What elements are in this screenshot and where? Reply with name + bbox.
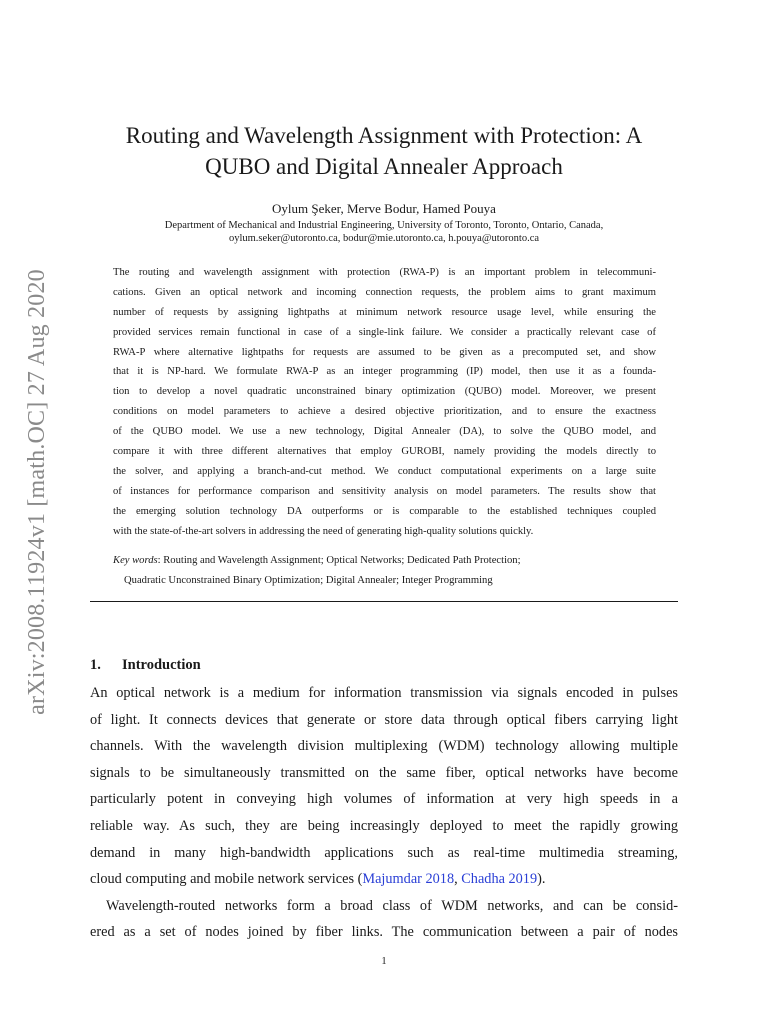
paper-title-line-1: Routing and Wavelength Assignment with Protection: A bbox=[125, 123, 643, 148]
paragraph-line: Wavelength-routed networks form a broad class of WDM networks, and can be consid- bbox=[106, 897, 678, 914]
section-divider bbox=[90, 601, 678, 602]
author-list: Oylum Şeker, Merve Bodur, Hamed Pouya bbox=[272, 201, 496, 216]
citation-trail-text: ). bbox=[537, 871, 546, 888]
arxiv-identifier-stamp: arXiv:2008.11924v1 [math.OC] 27 Aug 2020 bbox=[24, 269, 50, 715]
paragraph-line: ered as a set of nodes joined by fiber links. The communication between a pair of nodes bbox=[90, 924, 678, 941]
keywords-colon: : bbox=[157, 555, 164, 566]
citation-link-chadha[interactable]: Chadha 2019 bbox=[461, 871, 538, 888]
abstract-line: with the state-of-the-art solvers in addressing the need of generating high-quality solutions quickly. bbox=[113, 525, 534, 537]
author-affiliation: Department of Mechanical and Industrial Engineering, University of Toronto, Toronto, Ontario, Canada, bbox=[164, 220, 604, 231]
section-title: Introduction bbox=[122, 657, 201, 673]
paragraph-line: channels. With the wavelength division multiplexing (WDM) technology allowing multiple bbox=[90, 738, 678, 755]
paper-title bbox=[80, 120, 688, 182]
abstract-line: conditions on model parameters to achieve a desired objective prioritization, and to ensure the exactness bbox=[113, 406, 656, 418]
abstract-line: number of requests by assigning lightpaths at minimum network resource usage level, while ensuring the bbox=[113, 306, 656, 318]
abstract bbox=[113, 263, 656, 541]
abstract-line: cations. Given an optical network and incoming connection requests, the problem aims to grant maximum bbox=[113, 286, 656, 298]
abstract-line: of the QUBO model. We use a new technology, Digital Annealer (DA), to solve the QUBO model, and bbox=[113, 426, 656, 438]
paragraph-line: particularly potent in conveying high volumes of information at very high speeds in a bbox=[90, 791, 678, 808]
section-number: 1. bbox=[90, 657, 101, 673]
keywords bbox=[113, 551, 673, 590]
abstract-line: compare it with three different alternatives that employ GUROBI, namely providing the models directly to bbox=[113, 446, 656, 458]
paragraph-line: signals to be simultaneously transmitted on the same fiber, optical networks have become bbox=[90, 764, 678, 781]
paragraph-line: reliable way. As such, they are being increasingly deployed to meet the rapidly growing bbox=[90, 817, 678, 834]
citation-separator: , bbox=[454, 871, 462, 888]
abstract-line: The routing and wavelength assignment with protection (RWA-P) is an important problem in telecommuni- bbox=[113, 267, 656, 278]
abstract-line: that it is NP-hard. We formulate RWA-P as an integer programming (IP) model, then use it as a founda- bbox=[113, 366, 656, 378]
abstract-line: RWA-P where alternative lightpaths for requests are assumed to be given as a precomputed set, and show bbox=[113, 346, 656, 358]
abstract-line: tion to develop a novel quadratic unconstrained binary optimization (QUBO) model. Moreover, we present bbox=[113, 386, 656, 398]
paragraph-line-with-citations bbox=[90, 866, 678, 893]
abstract-line: of instances for performance comparison and sensitivity analysis on model parameters. The results show that bbox=[113, 485, 656, 497]
page-number: 1 bbox=[381, 956, 387, 967]
paragraph-line: of light. It connects devices that generate or store data through optical fibers carrying light bbox=[90, 711, 678, 728]
abstract-line: the solver, and applying a branch-and-cut method. We conduct computational experiments on a large suite bbox=[113, 465, 656, 477]
section-heading-introduction bbox=[90, 656, 201, 674]
keywords-line-2: Quadratic Unconstrained Binary Optimization; Digital Annealer; Integer Programming bbox=[124, 574, 493, 586]
keywords-label: Key words bbox=[113, 555, 158, 566]
abstract-line: the emerging solution technology DA outperforms or is comparable to the established techniques coupled bbox=[113, 505, 656, 517]
paragraph-line: demand in many high-bandwidth applications such as real-time multimedia streaming, bbox=[90, 844, 678, 861]
abstract-line: provided services remain functional in case of a single-link failure. We consider a practically relevant case of bbox=[113, 326, 656, 338]
author-emails: oylum.seker@utoronto.ca, bodur@mie.utoronto.ca, h.pouya@utoronto.ca bbox=[228, 233, 540, 244]
introduction-body bbox=[90, 680, 678, 946]
citation-link-majumdar[interactable]: Majumdar 2018 bbox=[362, 871, 455, 888]
paper-title-line-2: QUBO and Digital Annealer Approach bbox=[205, 154, 563, 179]
citation-lead-text: cloud computing and mobile network services ( bbox=[90, 871, 363, 888]
paragraph-line: An optical network is a medium for information transmission via signals encoded in pulses bbox=[90, 685, 678, 701]
keywords-line-1: Routing and Wavelength Assignment; Optical Networks; Dedicated Path Protection; bbox=[163, 555, 521, 566]
